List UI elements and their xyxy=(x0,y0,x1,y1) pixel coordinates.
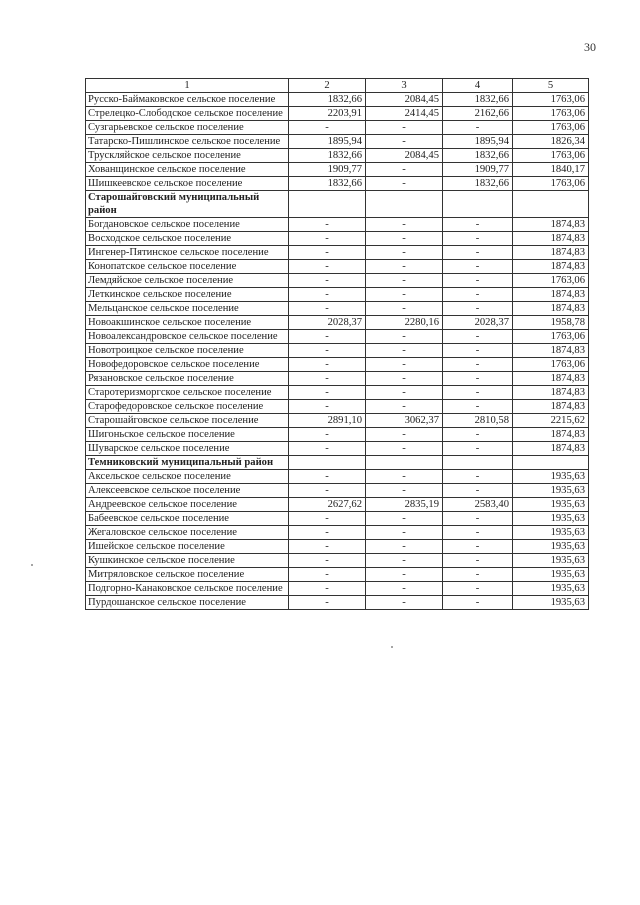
value-cell: - xyxy=(366,442,443,456)
value-cell xyxy=(366,191,443,218)
value-cell: 2162,66 xyxy=(443,107,513,121)
table-row xyxy=(86,246,589,260)
table-row xyxy=(86,107,589,121)
value-cell: 2810,58 xyxy=(443,414,513,428)
table-row xyxy=(86,512,589,526)
table-row xyxy=(86,470,589,484)
value-cell: 2084,45 xyxy=(366,93,443,107)
value-cell: 1832,66 xyxy=(289,93,366,107)
value-cell: - xyxy=(289,512,366,526)
value-cell: - xyxy=(443,400,513,414)
value-cell: 1874,83 xyxy=(513,428,589,442)
value-cell: - xyxy=(366,302,443,316)
value-cell: 2280,16 xyxy=(366,316,443,330)
value-cell: - xyxy=(443,540,513,554)
value-cell: 1832,66 xyxy=(443,177,513,191)
value-cell: 1874,83 xyxy=(513,442,589,456)
value-cell: - xyxy=(289,386,366,400)
settlement-name: Конопатское сельское поселение xyxy=(86,260,289,274)
settlement-name: Татарско-Пишлинское сельское поселение xyxy=(86,135,289,149)
table-row xyxy=(86,358,589,372)
value-cell: 1874,83 xyxy=(513,218,589,232)
value-cell: - xyxy=(443,512,513,526)
column-header: 3 xyxy=(366,79,443,93)
table-row xyxy=(86,582,589,596)
value-cell: 1832,66 xyxy=(289,177,366,191)
value-cell: 2627,62 xyxy=(289,498,366,512)
table-row xyxy=(86,400,589,414)
value-cell: 1763,06 xyxy=(513,149,589,163)
value-cell: - xyxy=(289,540,366,554)
value-cell: 1874,83 xyxy=(513,302,589,316)
value-cell: - xyxy=(366,260,443,274)
value-cell: - xyxy=(289,428,366,442)
value-cell xyxy=(366,456,443,470)
value-cell: - xyxy=(443,386,513,400)
value-cell: - xyxy=(443,526,513,540)
value-cell: - xyxy=(289,302,366,316)
value-cell: 1935,63 xyxy=(513,498,589,512)
district-name: Старошайговский муниципальный район xyxy=(86,191,289,218)
value-cell: - xyxy=(443,218,513,232)
settlement-name: Восходское сельское поселение xyxy=(86,232,289,246)
value-cell: 2028,37 xyxy=(289,316,366,330)
value-cell: 1935,63 xyxy=(513,568,589,582)
value-cell: 1874,83 xyxy=(513,400,589,414)
table-row xyxy=(86,149,589,163)
table-row xyxy=(86,135,589,149)
value-cell: 2215,62 xyxy=(513,414,589,428)
page-number: 30 xyxy=(584,40,596,54)
value-cell: - xyxy=(366,512,443,526)
table-row xyxy=(86,260,589,274)
value-cell: - xyxy=(443,484,513,498)
value-cell: - xyxy=(366,568,443,582)
table-row xyxy=(86,372,589,386)
value-cell: 1874,83 xyxy=(513,344,589,358)
value-cell: - xyxy=(366,177,443,191)
value-cell: - xyxy=(443,274,513,288)
settlement-name: Кушкинское сельское поселение xyxy=(86,554,289,568)
value-cell: - xyxy=(289,330,366,344)
table-row xyxy=(86,386,589,400)
value-cell: - xyxy=(289,582,366,596)
value-cell: 1840,17 xyxy=(513,163,589,177)
settlement-name: Старошайговское сельское поселение xyxy=(86,414,289,428)
value-cell: 1958,78 xyxy=(513,316,589,330)
tariff-table xyxy=(85,78,589,610)
column-header: 1 xyxy=(86,79,289,93)
table-row xyxy=(86,498,589,512)
table-row xyxy=(86,316,589,330)
value-cell: 2084,45 xyxy=(366,149,443,163)
value-cell: - xyxy=(289,246,366,260)
value-cell: 1935,63 xyxy=(513,526,589,540)
value-cell: 1909,77 xyxy=(289,163,366,177)
district-row xyxy=(86,456,589,470)
value-cell: - xyxy=(443,330,513,344)
value-cell: 1832,66 xyxy=(443,149,513,163)
value-cell: 1909,77 xyxy=(443,163,513,177)
value-cell xyxy=(443,456,513,470)
table-row xyxy=(86,288,589,302)
value-cell: 1935,63 xyxy=(513,512,589,526)
table-row xyxy=(86,554,589,568)
value-cell: 1895,94 xyxy=(443,135,513,149)
value-cell: 1935,63 xyxy=(513,554,589,568)
value-cell: - xyxy=(443,428,513,442)
settlement-name: Трускляйское сельское поселение xyxy=(86,149,289,163)
value-cell: 1763,06 xyxy=(513,358,589,372)
value-cell: - xyxy=(366,218,443,232)
value-cell: - xyxy=(366,358,443,372)
table-row xyxy=(86,526,589,540)
value-cell: - xyxy=(443,246,513,260)
value-cell: - xyxy=(443,232,513,246)
value-cell: 1935,63 xyxy=(513,582,589,596)
settlement-name: Новоакшинское сельское поселение xyxy=(86,316,289,330)
settlement-name: Митряловское сельское поселение xyxy=(86,568,289,582)
value-cell: - xyxy=(366,121,443,135)
value-cell: - xyxy=(289,121,366,135)
value-cell: - xyxy=(443,596,513,610)
value-cell: - xyxy=(443,568,513,582)
settlement-name: Старотеризморгское сельское поселение xyxy=(86,386,289,400)
value-cell: - xyxy=(366,400,443,414)
table-row xyxy=(86,218,589,232)
value-cell: - xyxy=(366,288,443,302)
column-header: 2 xyxy=(289,79,366,93)
settlement-name: Андреевское сельское поселение xyxy=(86,498,289,512)
value-cell: 1935,63 xyxy=(513,484,589,498)
table-header-row xyxy=(86,79,589,93)
settlement-name: Мельцанское сельское поселение xyxy=(86,302,289,316)
settlement-name: Бабеевское сельское поселение xyxy=(86,512,289,526)
value-cell: - xyxy=(289,596,366,610)
settlement-name: Жегаловское сельское поселение xyxy=(86,526,289,540)
settlement-name: Рязановское сельское поселение xyxy=(86,372,289,386)
value-cell: - xyxy=(443,372,513,386)
value-cell: - xyxy=(443,582,513,596)
value-cell xyxy=(513,191,589,218)
value-cell: 2203,91 xyxy=(289,107,366,121)
settlement-name: Подгорно-Канаковское сельское поселение xyxy=(86,582,289,596)
district-row xyxy=(86,191,589,218)
value-cell: - xyxy=(366,330,443,344)
settlement-name: Богдановское сельское поселение xyxy=(86,218,289,232)
settlement-name: Ишейское сельское поселение xyxy=(86,540,289,554)
value-cell: 1935,63 xyxy=(513,470,589,484)
settlement-name: Сузгарьевское сельское поселение xyxy=(86,121,289,135)
value-cell: - xyxy=(443,470,513,484)
value-cell: 1874,83 xyxy=(513,372,589,386)
value-cell: - xyxy=(366,344,443,358)
settlement-name: Старофедоровское сельское поселение xyxy=(86,400,289,414)
value-cell: - xyxy=(366,484,443,498)
table-row xyxy=(86,177,589,191)
value-cell: - xyxy=(289,526,366,540)
value-cell xyxy=(513,456,589,470)
value-cell: 1763,06 xyxy=(513,107,589,121)
value-cell: - xyxy=(366,470,443,484)
table-row xyxy=(86,442,589,456)
settlement-name: Шуварское сельское поселение xyxy=(86,442,289,456)
table-row xyxy=(86,121,589,135)
value-cell: 1895,94 xyxy=(289,135,366,149)
value-cell: 1874,83 xyxy=(513,232,589,246)
table-row xyxy=(86,93,589,107)
value-cell: - xyxy=(443,442,513,456)
column-header: 5 xyxy=(513,79,589,93)
settlement-name: Новотроицкое сельское поселение xyxy=(86,344,289,358)
settlement-name: Пурдошанское сельское поселение xyxy=(86,596,289,610)
table-row xyxy=(86,568,589,582)
value-cell: - xyxy=(366,428,443,442)
value-cell: - xyxy=(289,344,366,358)
value-cell: 2583,40 xyxy=(443,498,513,512)
value-cell: - xyxy=(366,372,443,386)
value-cell: - xyxy=(366,596,443,610)
value-cell: - xyxy=(366,232,443,246)
value-cell: - xyxy=(366,554,443,568)
value-cell: - xyxy=(443,302,513,316)
settlement-name: Ингенер-Пятинское сельское поселение xyxy=(86,246,289,260)
value-cell: - xyxy=(443,260,513,274)
value-cell: - xyxy=(366,386,443,400)
table-row xyxy=(86,540,589,554)
value-cell: - xyxy=(289,568,366,582)
value-cell: 1832,66 xyxy=(443,93,513,107)
table-row xyxy=(86,302,589,316)
value-cell xyxy=(289,456,366,470)
table-row xyxy=(86,596,589,610)
value-cell: 3062,37 xyxy=(366,414,443,428)
value-cell: - xyxy=(289,470,366,484)
value-cell xyxy=(289,191,366,218)
value-cell: - xyxy=(289,554,366,568)
settlement-name: Хованщинское сельское поселение xyxy=(86,163,289,177)
value-cell: - xyxy=(289,232,366,246)
settlement-name: Шишкеевское сельское поселение xyxy=(86,177,289,191)
value-cell: - xyxy=(289,288,366,302)
value-cell: - xyxy=(443,121,513,135)
value-cell: 1763,06 xyxy=(513,121,589,135)
value-cell: 1763,06 xyxy=(513,177,589,191)
settlement-name: Аксельское сельское поселение xyxy=(86,470,289,484)
value-cell: - xyxy=(289,484,366,498)
value-cell: 1874,83 xyxy=(513,246,589,260)
column-header: 4 xyxy=(443,79,513,93)
value-cell: 2414,45 xyxy=(366,107,443,121)
value-cell: - xyxy=(366,582,443,596)
district-name: Темниковский муниципальный район xyxy=(86,456,289,470)
table-row xyxy=(86,428,589,442)
value-cell: 1832,66 xyxy=(289,149,366,163)
settlement-name: Леткинское сельское поселение xyxy=(86,288,289,302)
value-cell: 1935,63 xyxy=(513,540,589,554)
value-cell: 1763,06 xyxy=(513,330,589,344)
value-cell: - xyxy=(366,246,443,260)
value-cell: 1874,83 xyxy=(513,386,589,400)
value-cell: - xyxy=(443,288,513,302)
value-cell: 2891,10 xyxy=(289,414,366,428)
settlement-name: Новоалександровское сельское поселение xyxy=(86,330,289,344)
value-cell: - xyxy=(366,163,443,177)
settlement-name: Лемдяйское сельское поселение xyxy=(86,274,289,288)
value-cell xyxy=(443,191,513,218)
table-row xyxy=(86,330,589,344)
value-cell: - xyxy=(443,344,513,358)
table-row xyxy=(86,344,589,358)
value-cell: - xyxy=(366,135,443,149)
value-cell: - xyxy=(366,540,443,554)
value-cell: 1874,83 xyxy=(513,288,589,302)
scan-speck xyxy=(31,564,33,566)
value-cell: 1826,34 xyxy=(513,135,589,149)
value-cell: - xyxy=(289,218,366,232)
value-cell: 1935,63 xyxy=(513,596,589,610)
value-cell: - xyxy=(443,554,513,568)
table-row xyxy=(86,414,589,428)
value-cell: - xyxy=(443,358,513,372)
table-body xyxy=(86,93,589,610)
value-cell: - xyxy=(289,358,366,372)
value-cell: - xyxy=(289,442,366,456)
settlement-name: Алексеевское сельское поселение xyxy=(86,484,289,498)
value-cell: - xyxy=(366,274,443,288)
value-cell: 1763,06 xyxy=(513,93,589,107)
settlement-name: Стрелецко-Слободское сельское поселение xyxy=(86,107,289,121)
table-row xyxy=(86,484,589,498)
value-cell: 1874,83 xyxy=(513,260,589,274)
table-row xyxy=(86,232,589,246)
value-cell: - xyxy=(289,400,366,414)
value-cell: 2835,19 xyxy=(366,498,443,512)
value-cell: - xyxy=(289,260,366,274)
value-cell: 1763,06 xyxy=(513,274,589,288)
settlement-name: Новофедоровское сельское поселение xyxy=(86,358,289,372)
table-row xyxy=(86,163,589,177)
table-row xyxy=(86,274,589,288)
settlement-name: Русско-Баймаковское сельское поселение xyxy=(86,93,289,107)
settlement-name: Шигоньское сельское поселение xyxy=(86,428,289,442)
value-cell: 2028,37 xyxy=(443,316,513,330)
value-cell: - xyxy=(289,372,366,386)
value-cell: - xyxy=(366,526,443,540)
scan-speck xyxy=(391,646,393,648)
value-cell: - xyxy=(289,274,366,288)
